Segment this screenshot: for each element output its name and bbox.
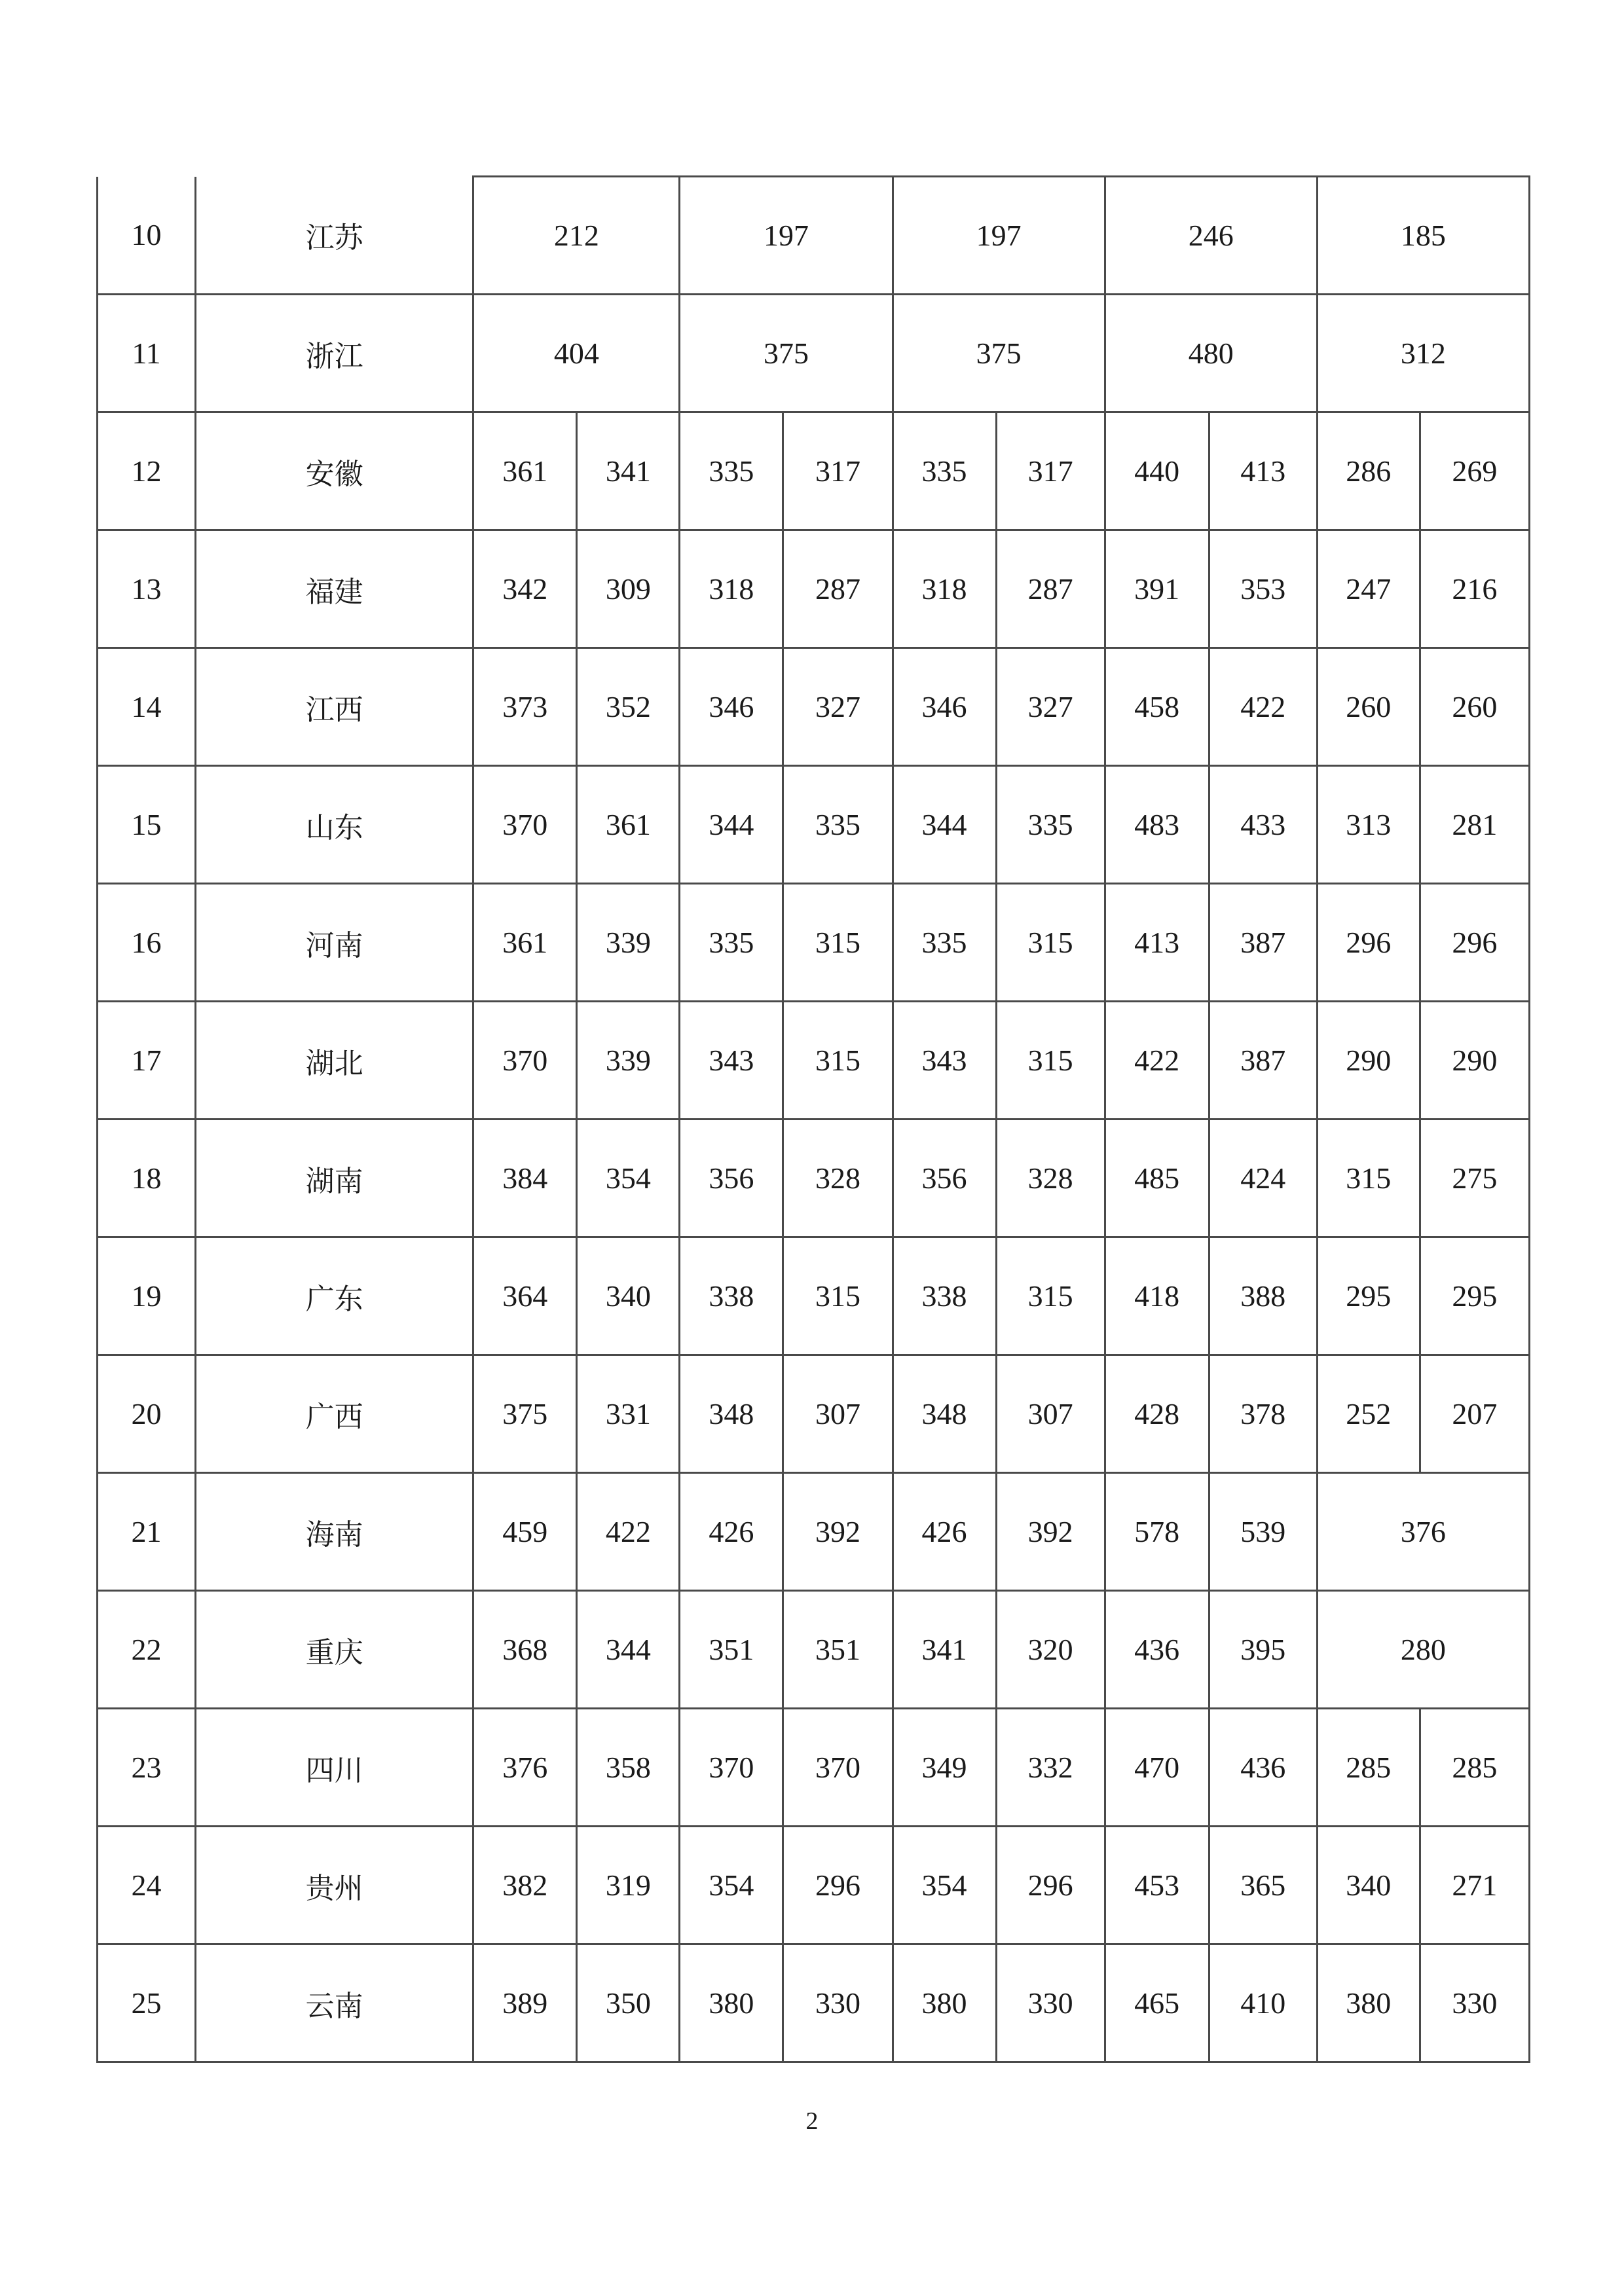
score-cell: 428 [1105, 1355, 1209, 1473]
score-cell: 413 [1105, 884, 1209, 1002]
table-row [98, 766, 1530, 884]
score-cell: 387 [1209, 1002, 1317, 1120]
score-cell: 315 [783, 1002, 893, 1120]
score-cell: 315 [996, 1237, 1105, 1355]
score-cell: 361 [577, 766, 680, 884]
score-cell: 389 [473, 1944, 577, 2062]
score-cell: 388 [1209, 1237, 1317, 1355]
table-row [98, 295, 1530, 412]
score-cell: 483 [1105, 766, 1209, 884]
score-cell: 335 [680, 884, 783, 1002]
table-row [98, 1473, 1530, 1591]
score-cell: 370 [680, 1709, 783, 1827]
score-cell: 335 [996, 766, 1105, 884]
score-cell: 332 [996, 1709, 1105, 1827]
province-cell: 广西 [196, 1355, 473, 1473]
row-number-cell: 13 [98, 530, 196, 648]
table-row [98, 1355, 1530, 1473]
score-cell: 197 [680, 177, 893, 295]
province-cell: 湖北 [196, 1002, 473, 1120]
score-cell: 197 [893, 177, 1105, 295]
row-number-cell: 15 [98, 766, 196, 884]
table-row [98, 884, 1530, 1002]
row-number-cell: 11 [98, 295, 196, 412]
table-row [98, 1002, 1530, 1120]
score-cell: 413 [1209, 412, 1317, 530]
province-cell: 安徽 [196, 412, 473, 530]
score-cell: 344 [893, 766, 996, 884]
province-cell: 贵州 [196, 1827, 473, 1944]
score-cell: 340 [1317, 1827, 1420, 1944]
score-cell: 216 [1420, 530, 1529, 648]
table-row [98, 530, 1530, 648]
score-cell: 376 [1317, 1473, 1529, 1591]
province-cell: 海南 [196, 1473, 473, 1591]
score-cell: 453 [1105, 1827, 1209, 1944]
score-cell: 343 [893, 1002, 996, 1120]
score-cell: 404 [473, 295, 680, 412]
score-cell: 335 [893, 412, 996, 530]
score-cell: 281 [1420, 766, 1529, 884]
score-cell: 338 [893, 1237, 996, 1355]
score-cell: 330 [1420, 1944, 1529, 2062]
row-number-cell: 25 [98, 1944, 196, 2062]
score-cell: 378 [1209, 1355, 1317, 1473]
score-cell: 426 [893, 1473, 996, 1591]
table-body [98, 177, 1530, 2062]
score-cell: 384 [473, 1120, 577, 1237]
score-cell: 296 [783, 1827, 893, 1944]
score-cell: 373 [473, 648, 577, 766]
score-cell: 440 [1105, 412, 1209, 530]
score-cell: 331 [577, 1355, 680, 1473]
score-cell: 295 [1420, 1237, 1529, 1355]
score-cell: 351 [783, 1591, 893, 1709]
score-cell: 315 [783, 884, 893, 1002]
score-cell: 382 [473, 1827, 577, 1944]
province-cell: 江西 [196, 648, 473, 766]
score-cell: 307 [783, 1355, 893, 1473]
score-cell: 260 [1420, 648, 1529, 766]
score-cell: 290 [1317, 1002, 1420, 1120]
score-cell: 354 [893, 1827, 996, 1944]
score-cell: 361 [473, 412, 577, 530]
score-cell: 246 [1105, 177, 1317, 295]
score-cell: 287 [783, 530, 893, 648]
score-cell: 375 [680, 295, 893, 412]
score-cell: 339 [577, 1002, 680, 1120]
score-cell: 344 [577, 1591, 680, 1709]
score-cell: 356 [680, 1120, 783, 1237]
score-cell: 422 [577, 1473, 680, 1591]
score-cell: 375 [893, 295, 1105, 412]
table-row [98, 1591, 1530, 1709]
score-cell: 328 [783, 1120, 893, 1237]
province-cell: 江苏 [196, 177, 473, 295]
score-cell: 480 [1105, 295, 1317, 412]
score-cell: 335 [783, 766, 893, 884]
score-cell: 315 [996, 1002, 1105, 1120]
score-cell: 578 [1105, 1473, 1209, 1591]
score-cell: 271 [1420, 1827, 1529, 1944]
score-cell: 315 [783, 1237, 893, 1355]
score-cell: 344 [680, 766, 783, 884]
score-cell: 285 [1317, 1709, 1420, 1827]
score-cell: 365 [1209, 1827, 1317, 1944]
row-number-cell: 17 [98, 1002, 196, 1120]
table-row [98, 1237, 1530, 1355]
row-number-cell: 10 [98, 177, 196, 295]
table-row [98, 1944, 1530, 2062]
score-cell: 315 [996, 884, 1105, 1002]
score-cell: 351 [680, 1591, 783, 1709]
score-cell: 335 [893, 884, 996, 1002]
row-number-cell: 24 [98, 1827, 196, 1944]
score-cell: 370 [473, 766, 577, 884]
score-cell: 352 [577, 648, 680, 766]
province-cell: 云南 [196, 1944, 473, 2062]
table-row [98, 412, 1530, 530]
score-cell: 418 [1105, 1237, 1209, 1355]
score-cell: 296 [996, 1827, 1105, 1944]
score-cell: 370 [783, 1709, 893, 1827]
score-cell: 287 [996, 530, 1105, 648]
score-cell: 395 [1209, 1591, 1317, 1709]
score-cell: 286 [1317, 412, 1420, 530]
score-cell: 312 [1317, 295, 1529, 412]
score-cell: 318 [680, 530, 783, 648]
table-row [98, 1120, 1530, 1237]
score-cell: 485 [1105, 1120, 1209, 1237]
score-cell: 252 [1317, 1355, 1420, 1473]
row-number-cell: 12 [98, 412, 196, 530]
score-cell: 392 [996, 1473, 1105, 1591]
score-cell: 361 [473, 884, 577, 1002]
score-cell: 370 [473, 1002, 577, 1120]
table-row [98, 177, 1530, 295]
score-cell: 327 [783, 648, 893, 766]
score-cell: 376 [473, 1709, 577, 1827]
score-cell: 280 [1317, 1591, 1529, 1709]
score-cell: 349 [893, 1709, 996, 1827]
score-cell: 539 [1209, 1473, 1317, 1591]
score-cell: 348 [893, 1355, 996, 1473]
score-cell: 465 [1105, 1944, 1209, 2062]
score-cell: 350 [577, 1944, 680, 2062]
score-cell: 380 [893, 1944, 996, 2062]
row-number-cell: 22 [98, 1591, 196, 1709]
table-row [98, 1827, 1530, 1944]
score-cell: 387 [1209, 884, 1317, 1002]
score-cell: 290 [1420, 1002, 1529, 1120]
row-number-cell: 18 [98, 1120, 196, 1237]
score-cell: 318 [893, 530, 996, 648]
score-cell: 346 [680, 648, 783, 766]
score-cell: 436 [1209, 1709, 1317, 1827]
score-cell: 422 [1209, 648, 1317, 766]
score-cell: 426 [680, 1473, 783, 1591]
score-cell: 354 [577, 1120, 680, 1237]
score-table [96, 175, 1530, 2063]
province-cell: 浙江 [196, 295, 473, 412]
score-cell: 315 [1317, 1120, 1420, 1237]
score-cell: 380 [680, 1944, 783, 2062]
score-cell: 340 [577, 1237, 680, 1355]
score-cell: 458 [1105, 648, 1209, 766]
score-cell: 275 [1420, 1120, 1529, 1237]
score-cell: 327 [996, 648, 1105, 766]
score-cell: 353 [1209, 530, 1317, 648]
score-cell: 309 [577, 530, 680, 648]
score-cell: 295 [1317, 1237, 1420, 1355]
score-cell: 338 [680, 1237, 783, 1355]
score-cell: 358 [577, 1709, 680, 1827]
score-cell: 424 [1209, 1120, 1317, 1237]
score-cell: 296 [1317, 884, 1420, 1002]
score-cell: 433 [1209, 766, 1317, 884]
score-cell: 330 [996, 1944, 1105, 2062]
score-cell: 341 [893, 1591, 996, 1709]
score-cell: 319 [577, 1827, 680, 1944]
score-cell: 330 [783, 1944, 893, 2062]
score-cell: 346 [893, 648, 996, 766]
score-cell: 459 [473, 1473, 577, 1591]
score-cell: 317 [996, 412, 1105, 530]
row-number-cell: 23 [98, 1709, 196, 1827]
province-cell: 四川 [196, 1709, 473, 1827]
score-cell: 348 [680, 1355, 783, 1473]
score-cell: 307 [996, 1355, 1105, 1473]
score-cell: 368 [473, 1591, 577, 1709]
score-cell: 212 [473, 177, 680, 295]
province-cell: 河南 [196, 884, 473, 1002]
table-row [98, 1709, 1530, 1827]
row-number-cell: 14 [98, 648, 196, 766]
score-cell: 285 [1420, 1709, 1529, 1827]
score-cell: 470 [1105, 1709, 1209, 1827]
row-number-cell: 19 [98, 1237, 196, 1355]
score-cell: 317 [783, 412, 893, 530]
score-cell: 339 [577, 884, 680, 1002]
score-cell: 354 [680, 1827, 783, 1944]
score-cell: 313 [1317, 766, 1420, 884]
score-cell: 207 [1420, 1355, 1529, 1473]
score-cell: 391 [1105, 530, 1209, 648]
score-cell: 410 [1209, 1944, 1317, 2062]
province-cell: 湖南 [196, 1120, 473, 1237]
province-cell: 重庆 [196, 1591, 473, 1709]
score-cell: 392 [783, 1473, 893, 1591]
province-cell: 福建 [196, 530, 473, 648]
province-cell: 山东 [196, 766, 473, 884]
row-number-cell: 21 [98, 1473, 196, 1591]
score-cell: 342 [473, 530, 577, 648]
score-cell: 436 [1105, 1591, 1209, 1709]
score-cell: 185 [1317, 177, 1529, 295]
score-cell: 335 [680, 412, 783, 530]
score-cell: 364 [473, 1237, 577, 1355]
score-cell: 296 [1420, 884, 1529, 1002]
score-cell: 375 [473, 1355, 577, 1473]
score-cell: 328 [996, 1120, 1105, 1237]
score-cell: 356 [893, 1120, 996, 1237]
province-cell: 广东 [196, 1237, 473, 1355]
score-cell: 260 [1317, 648, 1420, 766]
row-number-cell: 16 [98, 884, 196, 1002]
score-cell: 341 [577, 412, 680, 530]
score-cell: 380 [1317, 1944, 1420, 2062]
score-cell: 422 [1105, 1002, 1209, 1120]
score-cell: 343 [680, 1002, 783, 1120]
row-number-cell: 20 [98, 1355, 196, 1473]
page-number: 2 [805, 2107, 819, 2135]
score-cell: 320 [996, 1591, 1105, 1709]
table-row [98, 648, 1530, 766]
score-cell: 247 [1317, 530, 1420, 648]
score-cell: 269 [1420, 412, 1529, 530]
